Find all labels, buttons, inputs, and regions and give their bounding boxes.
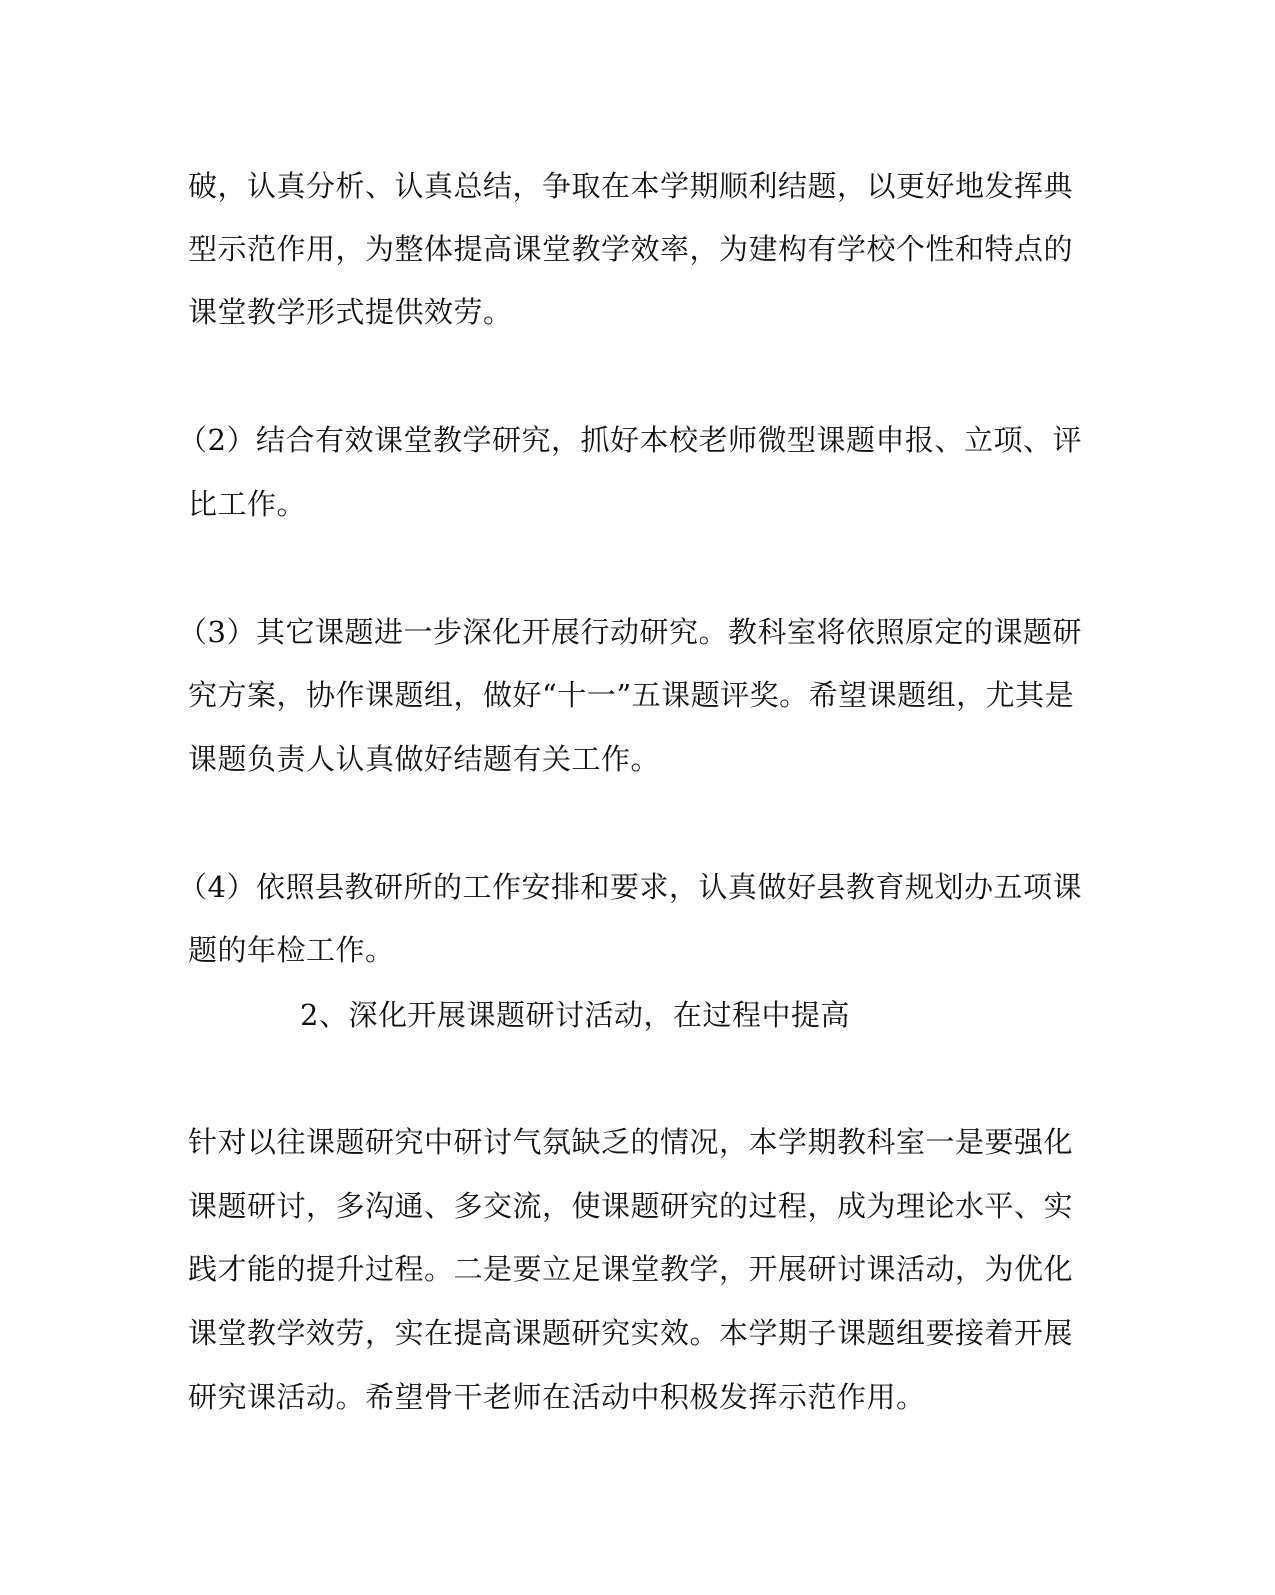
paragraph-1-line-1: 破，认真分析、认真总结，争取在本学期顺利结题，以更好地发挥典: [188, 169, 1074, 203]
final-paragraph-line-5: 研究课活动。希望骨干老师在活动中积极发挥示范作用。: [188, 1380, 926, 1414]
final-paragraph-line-4: 课堂教学效劳，实在提高课题研究实效。本学期子课题组要接着开展: [188, 1316, 1074, 1350]
paragraph-3-line-1: （3）其它课题进一步深化开展行动研究。教科室将依照原定的课题研: [178, 615, 1082, 649]
paragraph-3-line-2: 究方案，协作课题组，做好“十一”五课题评奖。希望课题组，尤其是: [188, 678, 1075, 712]
final-paragraph-line-3: 践才能的提升过程。二是要立足课堂教学，开展研讨课活动，为优化: [188, 1252, 1074, 1286]
final-paragraph-line-1: 针对以往课题研究中研讨气氛缺乏的情况，本学期教科室一是要强化: [188, 1125, 1074, 1159]
paragraph-4-line-1: （4）依照县教研所的工作安排和要求，认真做好县教育规划办五项课: [178, 870, 1082, 904]
paragraph-4-line-2: 题的年检工作。: [188, 933, 395, 967]
paragraph-1-line-2: 型示范作用，为整体提高课堂教学效率，为建构有学校个性和特点的: [188, 232, 1074, 266]
paragraph-1-line-3: 课堂教学形式提供效劳。: [188, 295, 513, 329]
paragraph-2-line-1: （2）结合有效课堂教学研究，抓好本校老师微型课题申报、立项、评: [178, 423, 1082, 457]
final-paragraph-line-2: 课题研讨，多沟通、多交流，使课题研究的过程，成为理论水平、实: [188, 1189, 1074, 1223]
paragraph-2-line-2: 比工作。: [188, 487, 307, 521]
paragraph-3-line-3: 课题负责人认真做好结题有关工作。: [188, 742, 661, 776]
section-heading: 2、深化开展课题研讨活动，在过程中提高: [300, 998, 850, 1032]
